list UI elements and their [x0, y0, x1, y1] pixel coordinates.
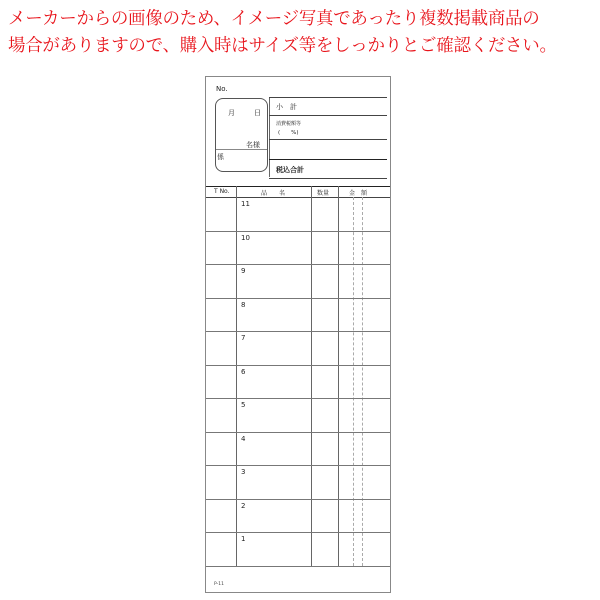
qty-column-divider — [338, 186, 339, 566]
row-divider — [206, 532, 390, 533]
row-number: 9 — [241, 267, 246, 275]
row-number: 7 — [241, 334, 246, 342]
col-header-qty: 数量 — [317, 190, 330, 197]
product-image-notice — [8, 6, 594, 60]
row-number: 11 — [241, 200, 250, 208]
row-divider — [206, 365, 390, 366]
col-header-tno: T No. — [214, 188, 230, 195]
total-bottom-line — [269, 178, 387, 179]
total-top-line — [269, 159, 387, 160]
tax-label: 消費税額等 — [276, 121, 302, 127]
row-divider — [206, 264, 390, 265]
tax-bottom-line — [269, 139, 387, 140]
tno-column-divider — [236, 186, 237, 566]
row-number: 5 — [241, 401, 246, 409]
table-top-line — [206, 186, 390, 187]
row-divider — [206, 432, 390, 433]
month-label: 月 — [228, 109, 235, 117]
day-label: 日 — [254, 109, 261, 117]
col-header-amount: 金 額 — [349, 190, 368, 197]
subtotal-label: 小 計 — [276, 103, 297, 111]
subtotal-top-line — [269, 97, 387, 98]
amount-dashed-line-1 — [353, 197, 354, 566]
order-slip — [205, 76, 391, 593]
row-number: 8 — [241, 300, 246, 309]
row-divider — [206, 499, 390, 500]
notice-line-2: 場合がありますので、購入時はサイズ等をしっかりとご確認ください。 — [8, 36, 557, 56]
row-divider — [206, 298, 390, 299]
header-divider — [269, 97, 270, 177]
row-number: 4 — [241, 434, 246, 443]
row-number: 6 — [241, 367, 246, 376]
slip-no-label: No. — [216, 85, 228, 93]
row-number: 2 — [241, 501, 246, 510]
row-number: 10 — [241, 233, 250, 242]
staff-label: 係 — [217, 153, 224, 161]
customer-label: 名様 — [246, 141, 260, 149]
row-number: 3 — [241, 468, 246, 476]
total-label: 税込合計 — [276, 166, 304, 174]
tax-rate-label: ( %) — [278, 130, 299, 136]
row-divider — [206, 231, 390, 232]
amount-dashed-line-2 — [362, 197, 363, 566]
row-divider — [206, 398, 390, 399]
customer-divider — [216, 149, 267, 150]
col-header-item: 品 名 — [261, 190, 286, 197]
row-divider — [206, 331, 390, 332]
item-column-divider — [311, 186, 312, 566]
row-divider — [206, 465, 390, 466]
row-divider — [206, 566, 390, 567]
slip-footer-code: P-11 — [214, 582, 224, 587]
row-number: 1 — [241, 535, 246, 543]
notice-line-1: メーカーからの画像のため、イメージ写真であったり複数掲載商品の — [8, 9, 540, 29]
subtotal-bottom-line — [269, 115, 387, 116]
